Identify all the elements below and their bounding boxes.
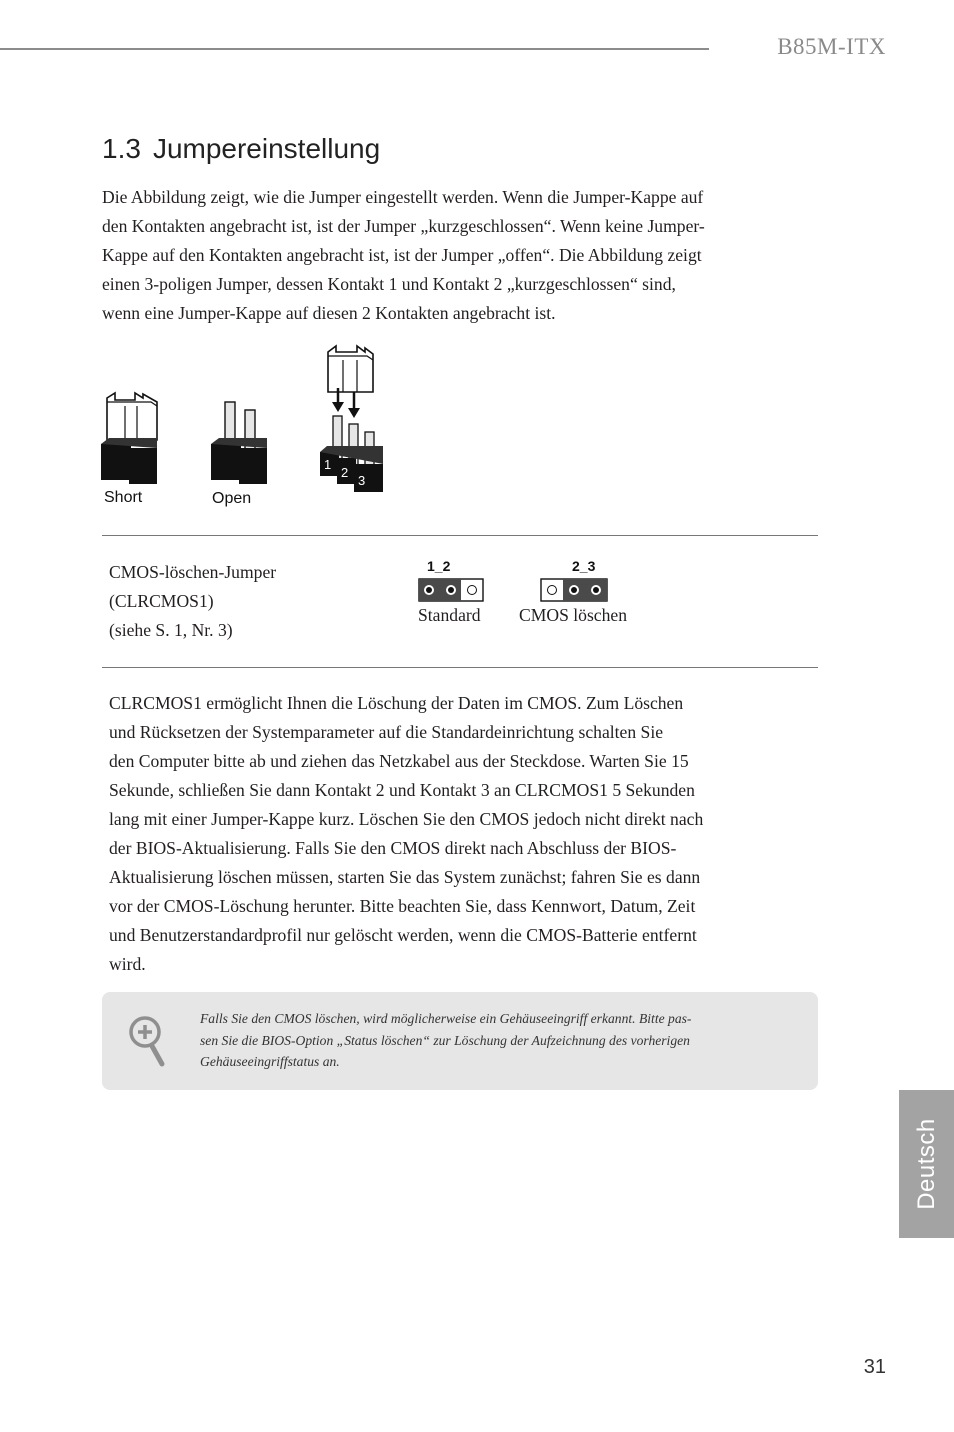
section-number: 1.3 xyxy=(102,133,141,164)
setting-clear-label: CMOS löschen xyxy=(519,605,628,625)
body-line: CLRCMOS1 ermöglicht Ihnen die Löschung der Daten im CMOS. Zum Löschen xyxy=(109,693,684,713)
intro-line: den Kontakten angebracht ist, ist der Jumper „kurzgeschlossen“. Wenn keine Jumper- xyxy=(102,216,705,236)
intro-line: wenn eine Jumper-Kappe auf diesen 2 Kontakten angebracht ist. xyxy=(102,303,556,323)
note-line: Falls Sie den CMOS löschen, wird möglicherweise ein Gehäuseeingriff erkannt. Bitte pas- xyxy=(200,1011,692,1026)
table-bottom-rule xyxy=(102,667,818,668)
pin-diagram-standard xyxy=(418,578,484,602)
pin-number: 3 xyxy=(358,473,366,488)
short-jumper-graphic xyxy=(101,393,157,484)
pins-label-clear: 2_3 xyxy=(572,558,596,574)
body-line: Sekunde, schließen Sie dann Kontakt 2 und Kontakt 3 an CLRCMOS1 5 Sekunden xyxy=(109,780,695,800)
note-text xyxy=(200,1008,760,1073)
open-jumper-graphic xyxy=(211,402,267,484)
intro-line: Die Abbildung zeigt, wie die Jumper eingestellt werden. Wenn die Jumper-Kappe auf xyxy=(102,187,704,207)
body-line: der BIOS-Aktualisierung. Falls Sie den CMOS direkt nach Abschluss der BIOS- xyxy=(109,838,677,858)
body-line: und Rücksetzen der Systemparameter auf die Standardeinrichtung schalten Sie xyxy=(109,722,664,742)
clrcmos-description xyxy=(109,689,769,979)
language-tab-label-wrap xyxy=(899,1090,954,1238)
header-rule xyxy=(0,48,709,50)
pins-label-standard: 1_2 xyxy=(427,558,451,574)
body-line: vor der CMOS-Löschung herunter. Bitte beachten Sie, dass Kennwort, Datum, Zeit xyxy=(109,896,696,916)
note-line: Gehäuseeingriffstatus an. xyxy=(200,1054,340,1069)
body-line: den Computer bitte ab und ziehen das Netzkabel aus der Steckdose. Warten Sie 15 xyxy=(109,751,689,771)
body-line: wird. xyxy=(109,954,146,974)
body-line: und Benutzerstandardprofil nur gelöscht werden, wenn die CMOS-Batterie entfernt xyxy=(109,925,697,945)
note-line: sen Sie die BIOS-Option „Status löschen“ zur Löschung der Aufzeichnung des vorherigen xyxy=(200,1032,690,1048)
jumper-name-line: (siehe S. 1, Nr. 3) xyxy=(109,620,233,640)
section-title xyxy=(102,133,380,165)
intro-line: Kappe auf den Kontakten angebracht ist, ist der Jumper „offen“. Die Abbildung zeigt xyxy=(102,245,702,265)
model-name: B85M-ITX xyxy=(777,34,886,59)
pin-number: 1 xyxy=(324,457,332,472)
jumper-name xyxy=(109,558,276,645)
intro-paragraph xyxy=(102,183,762,328)
three-pin-jumper-graphic xyxy=(320,346,383,492)
jumper-name-line: CMOS-löschen-Jumper xyxy=(109,562,277,582)
open-label: Open xyxy=(212,490,252,507)
intro-line: einen 3-poligen Jumper, dessen Kontakt 1 und Kontakt 2 „kurzgeschlossen“ sind, xyxy=(102,274,676,294)
body-line: Aktualisierung löschen müssen, starten Sie das System zunächst; fahren Sie es dann xyxy=(109,867,701,887)
short-label: Short xyxy=(104,489,143,506)
section-heading: Jumpereinstellung xyxy=(152,133,381,164)
jumper-name-line: (CLRCMOS1) xyxy=(109,591,214,611)
language-tab-label: Deutsch xyxy=(912,1118,940,1210)
table-top-rule xyxy=(102,535,818,536)
setting-standard-label: Standard xyxy=(418,605,481,625)
body-line: lang mit einer Jumper-Kappe kurz. Löschen Sie den CMOS jedoch nicht direkt nach xyxy=(109,809,704,829)
pin-diagram-clear-cmos xyxy=(540,578,608,602)
page-number: 31 xyxy=(863,1356,886,1378)
pin-number: 2 xyxy=(341,465,349,480)
magnifier-plus-icon xyxy=(127,1014,167,1068)
